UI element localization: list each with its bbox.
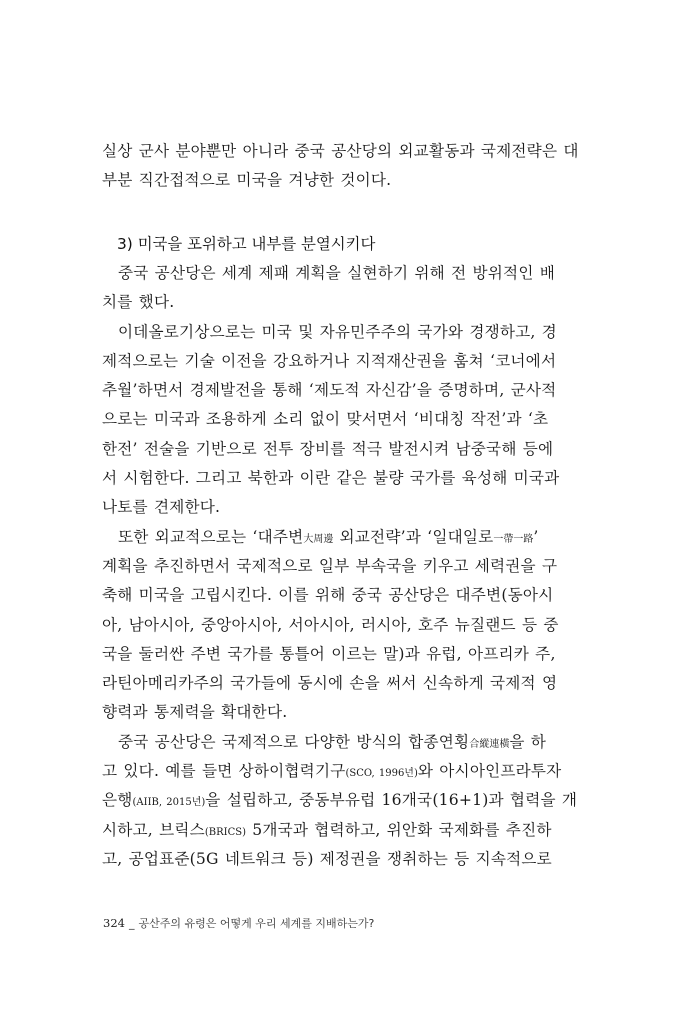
text-run: 중국 공산당은 국제적으로 다양한 방식의 합종연횡 [118, 732, 470, 751]
text-line: 으로는 미국과 조용하게 소리 없이 맞서면서 ‘비대칭 작전’과 ‘초 [102, 410, 549, 429]
text-run: 또한 외교적으로는 ‘대주변 [118, 527, 304, 546]
section-body [102, 259, 576, 874]
text-line: 제적으로는 기술 이전을 강요하거나 지적재산권을 훔쳐 ‘코너에서 [102, 351, 557, 370]
text-line: 아, 남아시아, 중앙아시아, 서아시아, 러시아, 호주 뉴질랜드 등 중 [102, 615, 559, 634]
text-line: 라틴아메리카주의 국가들에 동시에 손을 써서 신속하게 국제적 영 [102, 674, 558, 693]
page-footer [103, 915, 374, 931]
text-line: 부분 직간접적으로 미국을 겨냥한 것이다. [102, 171, 392, 190]
text-line [102, 728, 576, 757]
hanja-annotation: 一帶一路 [493, 533, 534, 545]
text-run: 5개국과 협력하고, 위안화 국제화를 추진하 [246, 820, 552, 839]
text-run: 을 설립하고, 중동부유럽 16개국(16+1)과 협력을 개 [205, 791, 578, 810]
text-line: 나토를 견제한다. [102, 498, 221, 517]
text-line [102, 523, 576, 552]
text-run: ’ [533, 527, 539, 546]
text-line [102, 757, 576, 786]
text-run: 시하고, 브릭스 [102, 820, 205, 839]
text-run: 와 아시아인프라투자 [417, 762, 562, 781]
text-run: 고 있다. 예를 들면 상하이협력기구 [102, 762, 346, 781]
book-title: 공산주의 유령은 어떻게 우리 세계를 지배하는가? [138, 917, 375, 930]
footer-separator: _ [128, 917, 135, 930]
text-line: 실상 군사 분야뿐만 아니라 중국 공산당의 외교활동과 국제전략은 대 [102, 142, 579, 160]
abbreviation-annotation: (BRICS) [204, 826, 247, 838]
text-line: 이데올로기상으로는 미국 및 자유민주주의 국가와 경쟁하고, 경 [118, 322, 557, 341]
text-line: 추월’하면서 경제발전을 통해 ‘제도적 자신감’을 증명하며, 군사적 [102, 381, 557, 400]
text-line: 향력과 통제력을 확대한다. [102, 703, 288, 722]
hanja-annotation: 合縱連橫 [469, 738, 510, 750]
text-run: 외교전략’과 ‘일대일로 [333, 527, 494, 546]
text-line: 국을 둘러싼 주변 국가를 통틀어 이르는 말)과 유럽, 아프리카 주, [102, 644, 556, 663]
text-line: 계획을 추진하면서 국제적으로 일부 부속국을 키우고 세력권을 구 [102, 556, 558, 575]
section-heading: 3) 미국을 포위하고 내부를 분열시키다 [117, 235, 376, 253]
hanja-annotation: 大周邊 [303, 533, 334, 545]
abbreviation-annotation: (SCO, 1996년) [345, 768, 418, 780]
text-line: 한전’ 전술을 기반으로 전투 장비를 적극 발전시켜 남중국해 등에 [102, 439, 554, 458]
text-line: 축해 미국을 고립시킨다. 이를 위해 중국 공산당은 대주변(동아시 [102, 586, 554, 605]
text-line [102, 786, 576, 815]
intro-paragraph [102, 137, 579, 196]
text-line: 중국 공산당은 세계 제패 계획을 실현하기 위해 전 방위적인 배 [118, 264, 556, 282]
text-line: 고, 공업표준(5G 네트워크 등) 제정권을 쟁취하는 등 지속적으로 [102, 849, 552, 868]
abbreviation-annotation: (AIIB, 2015년) [132, 797, 206, 809]
text-line: 치를 했다. [102, 293, 175, 312]
text-run: 은행 [102, 791, 133, 810]
page-number: 324 [103, 916, 125, 930]
text-run: 을 하 [509, 732, 547, 751]
text-line [102, 816, 576, 845]
text-line: 서 시험한다. 그리고 북한과 이란 같은 불량 국가를 육성해 미국과 [102, 469, 560, 488]
